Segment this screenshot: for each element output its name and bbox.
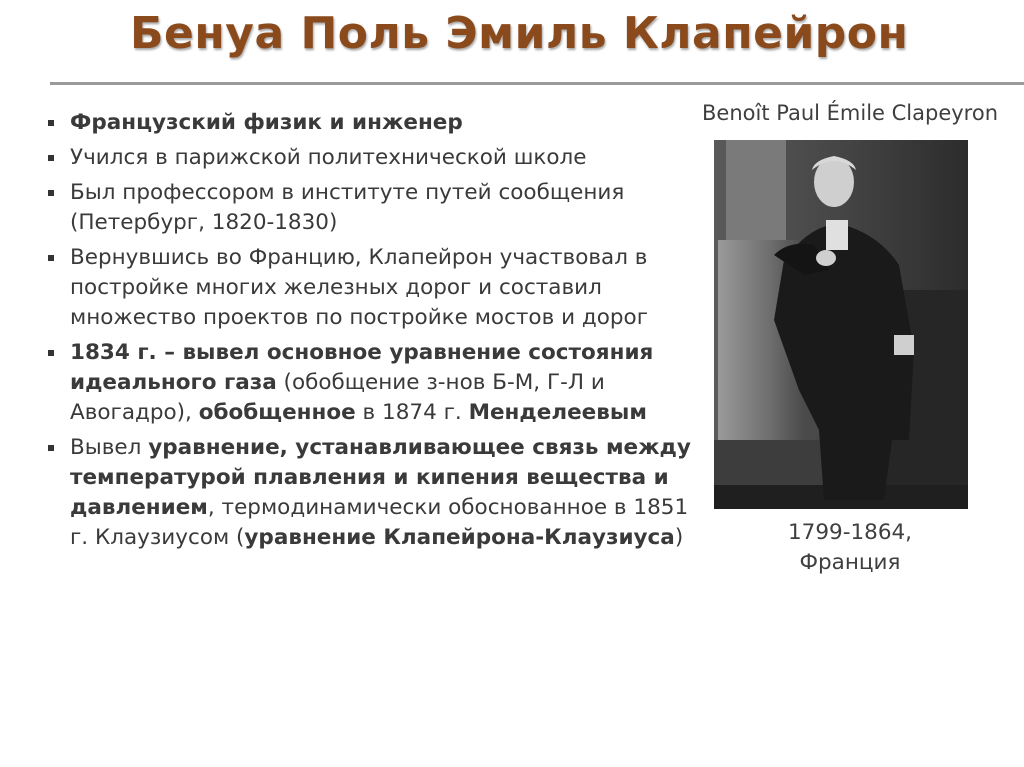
bullet-marker-icon	[48, 155, 54, 161]
bullet-marker-icon	[48, 120, 54, 126]
bullet-text: Был профессором в институте путей сообщения (Петербург, 1820-1830)	[70, 180, 625, 235]
bullet-marker-icon	[48, 350, 54, 356]
portrait-caption	[714, 518, 986, 578]
bullet-item	[44, 433, 694, 553]
bullet-text-bold: обобщенное	[198, 400, 356, 425]
bullet-text-bold: Менделеевым	[468, 400, 647, 425]
bullet-item	[44, 243, 694, 333]
title-divider	[50, 82, 1024, 85]
bullet-text: Учился в парижской политехнической школе	[70, 145, 587, 170]
bullet-text-bold: 1834 г. – вывел основное уравнение состояния идеального газа	[70, 340, 654, 395]
latin-name: Benoît Paul Émile Clapeyron	[702, 101, 998, 125]
bullet-text: в 1874 г.	[355, 400, 469, 425]
bullet-text: Вернувшись во Францию, Клапейрон участвовал в постройке многих железных дорог и составил множество проектов по постройке мостов и дорог	[70, 245, 649, 330]
bullet-text: (обобщение з-нов Б-М, Г-Л и Авогадро),	[70, 370, 605, 425]
bullet-text: , термодинамически обоснованное в 1851 г. Клаузиусом (	[70, 495, 689, 550]
life-years: 1799-1864,	[787, 520, 913, 545]
bullet-marker-icon	[48, 190, 54, 196]
slide-title: Бенуа Поль Эмиль Клапейрон	[130, 8, 909, 59]
bullet-item	[44, 178, 694, 238]
bullet-item	[44, 108, 694, 138]
bullet-text-bold: уравнение, устанавливающее связь между температурой плавления и кипения вещества и давлением	[70, 435, 691, 520]
country: Франция	[799, 550, 901, 575]
bullet-text-bold: уравнение Клапейрона-Клаузиуса	[244, 525, 675, 550]
bullet-marker-icon	[48, 445, 54, 451]
bullet-text: )	[674, 525, 684, 550]
bullet-list	[44, 108, 694, 558]
portrait-photo	[714, 140, 968, 509]
bullet-text-bold: Французский физик и инженер	[70, 110, 463, 135]
bullet-item	[44, 143, 694, 173]
bullet-text: Вывел	[70, 435, 149, 460]
bullet-item	[44, 338, 694, 428]
bullet-marker-icon	[48, 255, 54, 261]
